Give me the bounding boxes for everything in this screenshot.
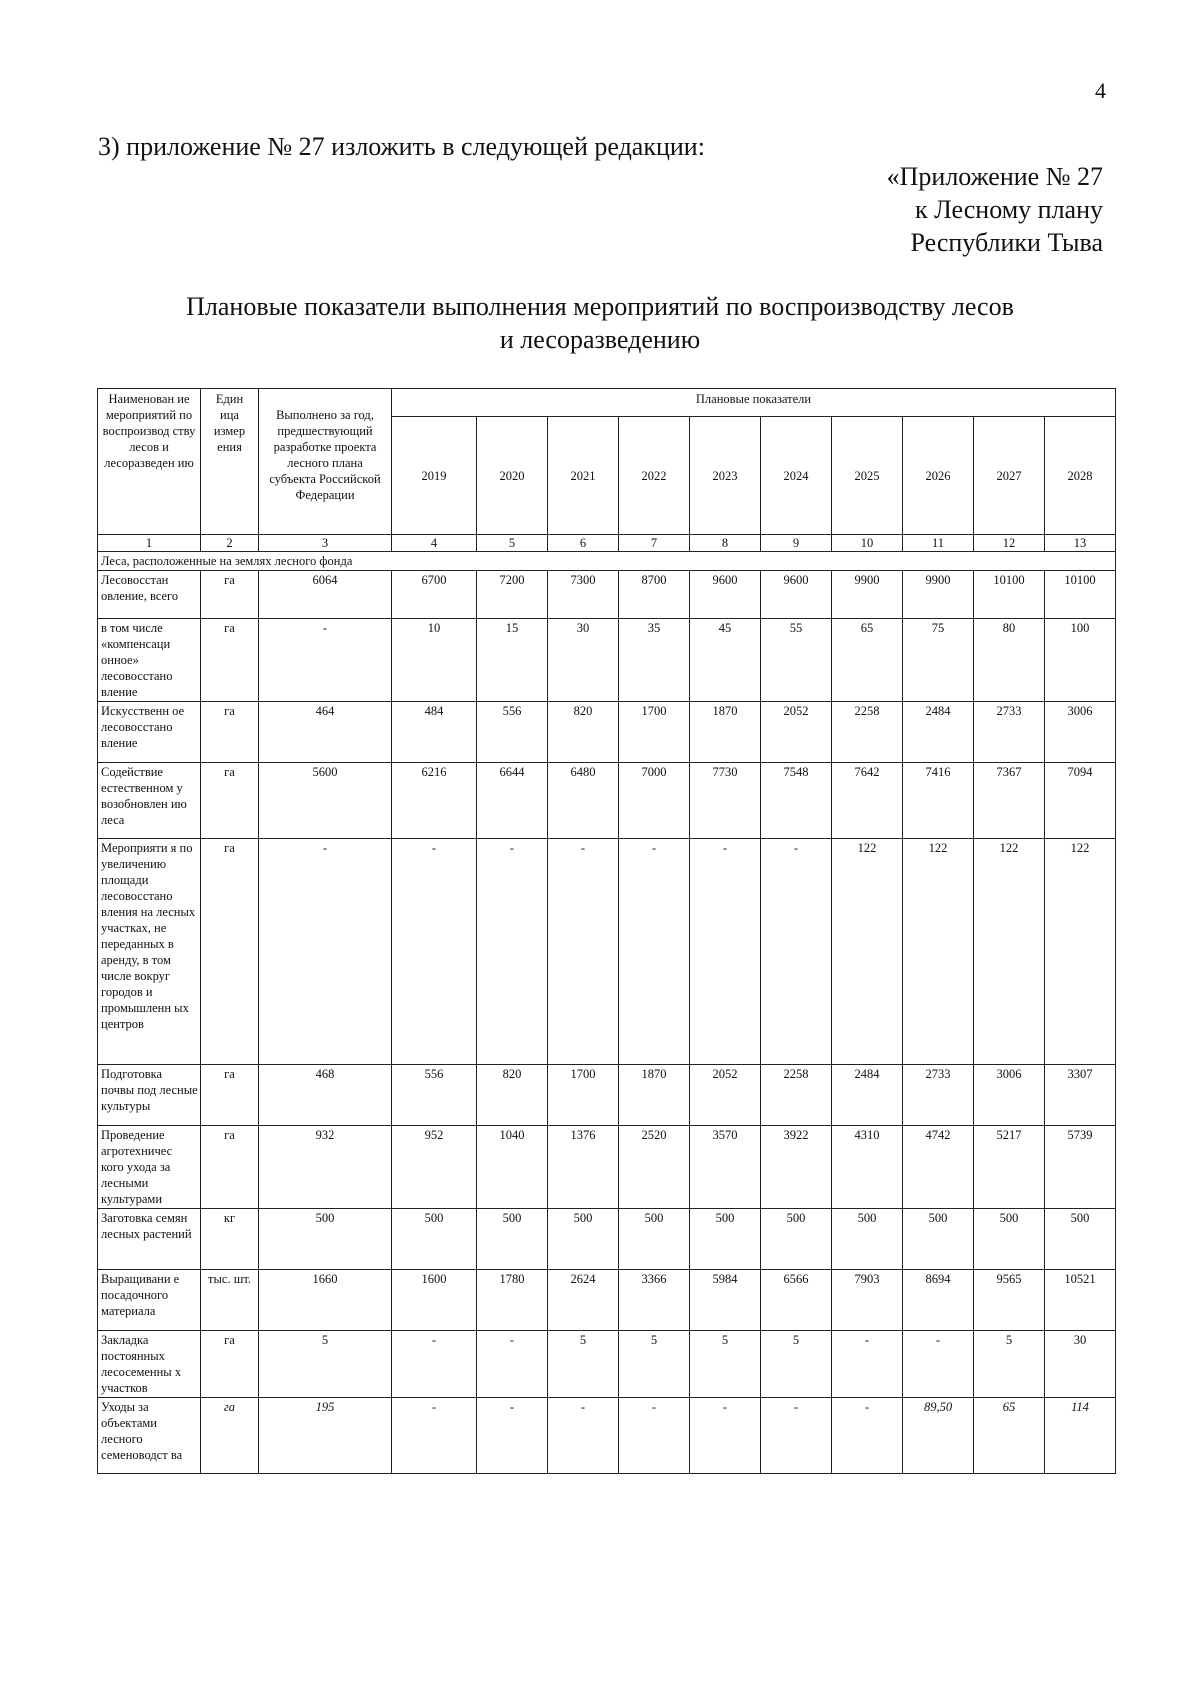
- row-value: 55: [761, 619, 832, 702]
- row-name: Мероприяти я по увеличению площади лесовосстано вления на лесных участках, не переданных в аренду, в том числе вокруг городов и промышленн ых центров: [98, 839, 201, 1065]
- column-number: 4: [392, 535, 477, 552]
- row-unit: га: [201, 1398, 259, 1474]
- section-label: Леса, расположенные на землях лесного фонда: [98, 552, 1116, 571]
- row-value: 9900: [832, 571, 903, 619]
- row-value: 4310: [832, 1126, 903, 1209]
- row-value: 500: [903, 1209, 974, 1270]
- column-number: 12: [974, 535, 1045, 552]
- row-value: 8700: [619, 571, 690, 619]
- row-value: 500: [974, 1209, 1045, 1270]
- header-done: Выполнено за год, предшествующий разработке проекта лесного плана субъекта Российской Федерации: [259, 389, 392, 535]
- row-unit: га: [201, 702, 259, 763]
- row-value: 820: [548, 702, 619, 763]
- table-row: [98, 763, 1116, 839]
- header-unit: Един ица измер ения: [201, 389, 259, 535]
- row-value: 556: [477, 702, 548, 763]
- row-value: -: [761, 1398, 832, 1474]
- row-value: 1376: [548, 1126, 619, 1209]
- header-year: 2022: [619, 417, 690, 535]
- row-value: 1780: [477, 1270, 548, 1331]
- row-unit: га: [201, 571, 259, 619]
- row-value: 5217: [974, 1126, 1045, 1209]
- row-value: 484: [392, 702, 477, 763]
- row-value: -: [832, 1398, 903, 1474]
- row-value: 2052: [761, 702, 832, 763]
- row-value: -: [392, 839, 477, 1065]
- row-name: Содействие естественном у возобновлен ию леса: [98, 763, 201, 839]
- row-done: 468: [259, 1065, 392, 1126]
- column-number: 2: [201, 535, 259, 552]
- appendix-line-2: к Лесному плану: [914, 195, 1103, 224]
- row-value: 952: [392, 1126, 477, 1209]
- row-name: Выращивани е посадочного материала: [98, 1270, 201, 1331]
- column-number: 6: [548, 535, 619, 552]
- row-unit: га: [201, 839, 259, 1065]
- row-value: 1870: [690, 702, 761, 763]
- row-value: 2258: [832, 702, 903, 763]
- row-done: 6064: [259, 571, 392, 619]
- table-row: [98, 571, 1116, 619]
- row-done: -: [259, 619, 392, 702]
- row-value: 3922: [761, 1126, 832, 1209]
- row-value: 7200: [477, 571, 548, 619]
- header-year: 2023: [690, 417, 761, 535]
- row-value: 65: [832, 619, 903, 702]
- row-value: 7642: [832, 763, 903, 839]
- row-value: 1870: [619, 1065, 690, 1126]
- row-value: 9565: [974, 1270, 1045, 1331]
- row-value: 15: [477, 619, 548, 702]
- row-value: 6644: [477, 763, 548, 839]
- row-value: 10100: [974, 571, 1045, 619]
- row-value: 2258: [761, 1065, 832, 1126]
- row-value: 10100: [1045, 571, 1116, 619]
- row-value: 7903: [832, 1270, 903, 1331]
- header-year: 2020: [477, 417, 548, 535]
- row-value: 9600: [761, 571, 832, 619]
- row-done: 500: [259, 1209, 392, 1270]
- row-value: 1700: [548, 1065, 619, 1126]
- row-unit: га: [201, 763, 259, 839]
- row-unit: га: [201, 1065, 259, 1126]
- header-planned: Плановые показатели: [392, 389, 1116, 417]
- row-value: 7000: [619, 763, 690, 839]
- row-value: 122: [832, 839, 903, 1065]
- row-value: -: [548, 1398, 619, 1474]
- header-year: 2026: [903, 417, 974, 535]
- row-done: 1660: [259, 1270, 392, 1331]
- row-value: 5984: [690, 1270, 761, 1331]
- row-value: -: [690, 1398, 761, 1474]
- row-value: 100: [1045, 619, 1116, 702]
- appendix-line-1: «Приложение № 27: [886, 162, 1103, 191]
- column-number: 3: [259, 535, 392, 552]
- row-value: 7416: [903, 763, 974, 839]
- row-value: 114: [1045, 1398, 1116, 1474]
- row-value: 89,50: [903, 1398, 974, 1474]
- row-value: 35: [619, 619, 690, 702]
- row-name: Лесовосстан овление, всего: [98, 571, 201, 619]
- row-value: 80: [974, 619, 1045, 702]
- header-year: 2024: [761, 417, 832, 535]
- header-year: 2027: [974, 417, 1045, 535]
- table-row: [98, 619, 1116, 702]
- row-name: Подготовка почвы под лесные культуры: [98, 1065, 201, 1126]
- row-name: Искусственн ое лесовосстано вление: [98, 702, 201, 763]
- row-value: 5: [548, 1331, 619, 1398]
- row-value: 30: [548, 619, 619, 702]
- row-value: 3006: [974, 1065, 1045, 1126]
- appendix-line-3: Республики Тыва: [910, 228, 1103, 257]
- row-value: 3570: [690, 1126, 761, 1209]
- row-value: 2624: [548, 1270, 619, 1331]
- row-value: 500: [548, 1209, 619, 1270]
- row-name: Заготовка семян лесных растений: [98, 1209, 201, 1270]
- row-done: 195: [259, 1398, 392, 1474]
- row-done: 932: [259, 1126, 392, 1209]
- table-row: [98, 839, 1116, 1065]
- document-title: [100, 290, 1100, 356]
- row-value: 500: [392, 1209, 477, 1270]
- row-unit: га: [201, 1126, 259, 1209]
- column-number: 8: [690, 535, 761, 552]
- column-number: 7: [619, 535, 690, 552]
- column-number: 10: [832, 535, 903, 552]
- row-value: -: [761, 839, 832, 1065]
- row-value: 7730: [690, 763, 761, 839]
- row-value: 75: [903, 619, 974, 702]
- row-value: 5: [619, 1331, 690, 1398]
- row-unit: тыс. шт.: [201, 1270, 259, 1331]
- column-number: 5: [477, 535, 548, 552]
- row-value: 7548: [761, 763, 832, 839]
- table-row: [98, 1331, 1116, 1398]
- row-value: 5739: [1045, 1126, 1116, 1209]
- row-value: 1700: [619, 702, 690, 763]
- row-value: 2733: [903, 1065, 974, 1126]
- row-done: -: [259, 839, 392, 1065]
- row-done: 5: [259, 1331, 392, 1398]
- row-value: 10521: [1045, 1270, 1116, 1331]
- row-value: 2484: [903, 702, 974, 763]
- row-value: 4742: [903, 1126, 974, 1209]
- row-value: 45: [690, 619, 761, 702]
- row-value: 9900: [903, 571, 974, 619]
- row-value: 122: [903, 839, 974, 1065]
- row-value: -: [690, 839, 761, 1065]
- row-value: 5: [974, 1331, 1045, 1398]
- row-value: 2484: [832, 1065, 903, 1126]
- intro-text: 3) приложение № 27 изложить в следующей редакции:: [98, 132, 705, 161]
- row-done: 5600: [259, 763, 392, 839]
- indicators-table: [97, 388, 1116, 1474]
- row-value: 556: [392, 1065, 477, 1126]
- row-value: -: [903, 1331, 974, 1398]
- row-done: 464: [259, 702, 392, 763]
- row-value: -: [477, 1331, 548, 1398]
- row-value: 6700: [392, 571, 477, 619]
- row-value: 30: [1045, 1331, 1116, 1398]
- row-value: 65: [974, 1398, 1045, 1474]
- row-value: 7367: [974, 763, 1045, 839]
- table-row: [98, 1065, 1116, 1126]
- row-value: 6480: [548, 763, 619, 839]
- row-value: 6216: [392, 763, 477, 839]
- column-number: 13: [1045, 535, 1116, 552]
- row-value: 3307: [1045, 1065, 1116, 1126]
- table-row: [98, 1270, 1116, 1331]
- row-unit: га: [201, 619, 259, 702]
- row-value: 500: [690, 1209, 761, 1270]
- row-value: -: [392, 1398, 477, 1474]
- header-year: 2028: [1045, 417, 1116, 535]
- table-row: [98, 1398, 1116, 1474]
- row-value: 2520: [619, 1126, 690, 1209]
- row-value: 3006: [1045, 702, 1116, 763]
- table-row: [98, 1126, 1116, 1209]
- row-value: -: [619, 1398, 690, 1474]
- row-value: -: [477, 1398, 548, 1474]
- column-number: 1: [98, 535, 201, 552]
- row-unit: га: [201, 1331, 259, 1398]
- table-row: [98, 702, 1116, 763]
- row-name: Закладка постоянных лесосеменны х участков: [98, 1331, 201, 1398]
- row-value: 122: [974, 839, 1045, 1065]
- row-value: -: [392, 1331, 477, 1398]
- header-year: 2021: [548, 417, 619, 535]
- row-value: 7094: [1045, 763, 1116, 839]
- row-value: 500: [619, 1209, 690, 1270]
- row-name: Проведение агротехничес кого ухода за лесными культурами: [98, 1126, 201, 1209]
- row-value: 3366: [619, 1270, 690, 1331]
- row-value: 8694: [903, 1270, 974, 1331]
- header-name: Наименован ие мероприятий по воспроизвод ству лесов и лесоразведен ию: [98, 389, 201, 535]
- row-value: 9600: [690, 571, 761, 619]
- row-value: 2052: [690, 1065, 761, 1126]
- row-value: -: [832, 1331, 903, 1398]
- row-value: 10: [392, 619, 477, 702]
- header-year: 2019: [392, 417, 477, 535]
- row-value: 500: [1045, 1209, 1116, 1270]
- row-value: -: [477, 839, 548, 1065]
- row-value: -: [619, 839, 690, 1065]
- header-year: 2025: [832, 417, 903, 535]
- page-number: 4: [1095, 78, 1106, 103]
- row-value: 6566: [761, 1270, 832, 1331]
- row-value: 7300: [548, 571, 619, 619]
- row-value: 5: [761, 1331, 832, 1398]
- row-value: -: [548, 839, 619, 1065]
- row-value: 122: [1045, 839, 1116, 1065]
- title-line-2: и лесоразведению: [499, 325, 701, 354]
- row-value: 500: [832, 1209, 903, 1270]
- row-value: 500: [477, 1209, 548, 1270]
- row-value: 2733: [974, 702, 1045, 763]
- row-unit: кг: [201, 1209, 259, 1270]
- row-name: Уходы за объектами лесного семеноводст ва: [98, 1398, 201, 1474]
- column-number: 9: [761, 535, 832, 552]
- row-value: 1600: [392, 1270, 477, 1331]
- row-value: 820: [477, 1065, 548, 1126]
- appendix-reference: [887, 160, 1103, 259]
- row-value: 1040: [477, 1126, 548, 1209]
- row-name: в том числе «компенсаци онное» лесовосстано вление: [98, 619, 201, 702]
- table-row: [98, 1209, 1116, 1270]
- title-line-1: Плановые показатели выполнения мероприятий по воспроизводству лесов: [186, 292, 1014, 321]
- column-number: 11: [903, 535, 974, 552]
- row-value: 500: [761, 1209, 832, 1270]
- row-value: 5: [690, 1331, 761, 1398]
